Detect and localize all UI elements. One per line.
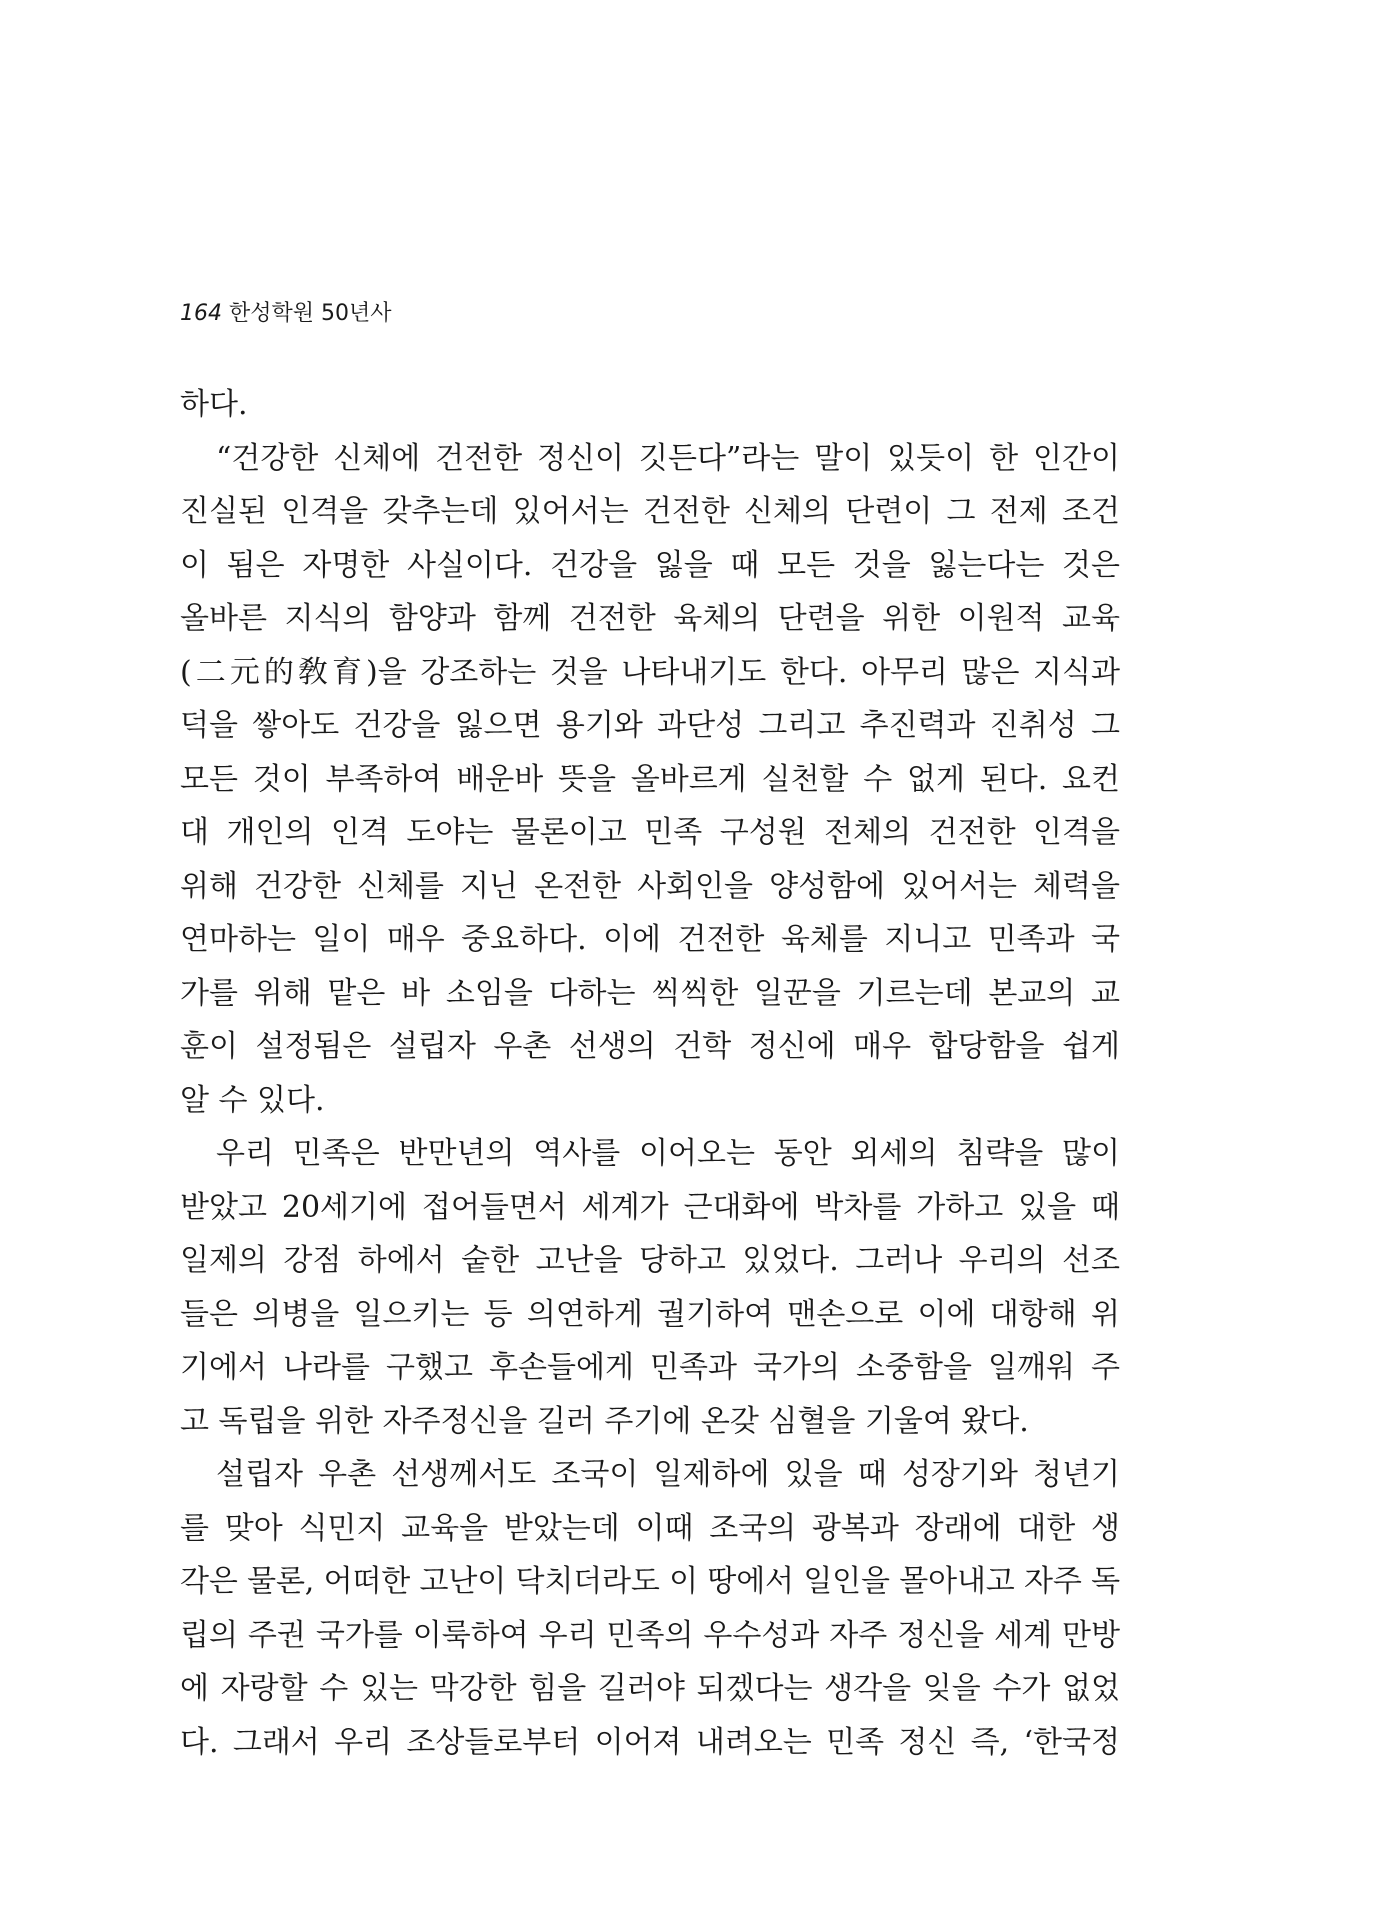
text-line: 이 됨은 자명한 사실이다. 건강을 잃을 때 모든 것을 잃는다는 것은 <box>180 547 1120 583</box>
text-line: 올바른 지식의 함양과 함께 건전한 육체의 단련을 위한 이원적 교육 <box>180 601 1120 636</box>
text-line: 다. 그래서 우리 조상들로부터 이어져 내려오는 민족 정신 즉, ‘한국정 <box>180 1724 1120 1760</box>
text-line: 진실된 인격을 갖추는데 있어서는 건전한 신체의 단련이 그 전제 조건 <box>180 494 1120 529</box>
text-line: 기에서 나라를 구했고 후손들에게 민족과 국가의 소중함을 일깨워 주 <box>180 1350 1120 1385</box>
text-line: 에 자랑할 수 있는 막강한 힘을 길러야 되겠다는 생각을 잊을 수가 없었 <box>180 1671 1120 1706</box>
running-header <box>180 296 392 327</box>
body-text <box>180 378 1120 1769</box>
text-line: 모든 것이 부족하여 배운바 뜻을 올바르게 실천할 수 없게 된다. 요컨 <box>180 761 1120 797</box>
text-line: (二元的敎育)을 강조하는 것을 나타내기도 한다. 아무리 많은 지식과 <box>180 654 1120 690</box>
text-line: 훈이 설정됨은 설립자 우촌 선생의 건학 정신에 매우 합당함을 쉽게 <box>180 1029 1120 1064</box>
text-line: 받았고 20세기에 접어들면서 세계가 근대화에 박차를 가하고 있을 때 <box>180 1189 1120 1225</box>
text-line: 각은 물론, 어떠한 고난이 닥치더라도 이 땅에서 일인을 몰아내고 자주 독 <box>180 1564 1120 1599</box>
text-line: 우리 민족은 반만년의 역사를 이어오는 동안 외세의 침략을 많이 <box>216 1136 1120 1171</box>
text-line: 연마하는 일이 매우 중요하다. 이에 건전한 육체를 지니고 민족과 국 <box>180 922 1120 957</box>
text-line: “건강한 신체에 건전한 정신이 깃든다”라는 말이 있듯이 한 인간이 <box>216 440 1120 476</box>
text-line: 립의 주권 국가를 이룩하여 우리 민족의 우수성과 자주 정신을 세계 만방 <box>180 1617 1120 1653</box>
page-number: 164 <box>180 301 222 326</box>
text-line: 가를 위해 맡은 바 소임을 다하는 씩씩한 일꾼을 기르는데 본교의 교 <box>180 975 1120 1011</box>
text-line: 대 개인의 인격 도야는 물론이고 민족 구성원 전체의 건전한 인격을 <box>180 815 1120 850</box>
text-line: 설립자 우촌 선생께서도 조국이 일제하에 있을 때 성장기와 청년기 <box>216 1457 1120 1492</box>
text-line: 덕을 쌓아도 건강을 잃으면 용기와 과단성 그리고 추진력과 진취성 그 <box>180 708 1120 743</box>
text-line: 일제의 강점 하에서 숱한 고난을 당하고 있었다. 그러나 우리의 선조 <box>180 1243 1120 1278</box>
text-line: 들은 의병을 일으키는 등 의연하게 궐기하여 맨손으로 이에 대항해 위 <box>180 1296 1120 1332</box>
text-line: 알 수 있다. <box>180 1082 325 1118</box>
text-line: 를 맞아 식민지 교육을 받았는데 이때 조국의 광복과 장래에 대한 생 <box>180 1510 1120 1546</box>
text-line: 고 독립을 위한 자주정신을 길러 주기에 온갖 심혈을 기울여 왔다. <box>180 1403 1029 1439</box>
book-title: 한성학원 50년사 <box>229 301 392 326</box>
text-line: 위해 건강한 신체를 지닌 온전한 사회인을 양성함에 있어서는 체력을 <box>180 868 1120 904</box>
text-line: 하다. <box>180 387 248 422</box>
